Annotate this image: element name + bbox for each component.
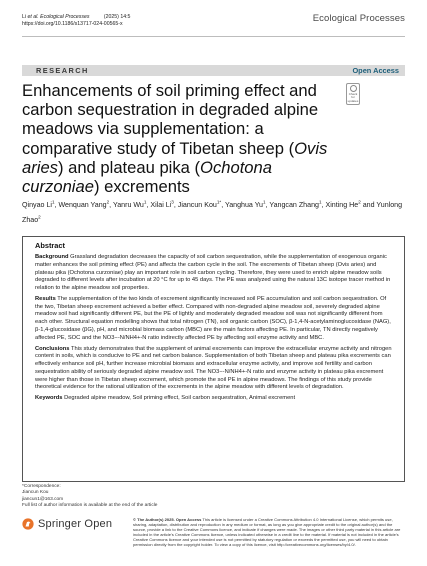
authors-line: Qinyao Li$^1$, Wenquan Yang$^2$, Yanru Wu$^1$, Xilai Li$^3$, Jiancun Kou$^{1*}$, Yanghua Yu$^1$, Yangcan Zhang$^1$, Xinting He$^2$ and Yunlong Zhao$^2$ [22, 200, 403, 224]
check-updates-label: Check for updates [347, 91, 359, 103]
article-type-banner [22, 65, 405, 76]
title-species-2: Ochotona curzoniae [22, 157, 272, 197]
journal-name: Ecological Processes [312, 13, 405, 24]
title-part-3: ) excrements [93, 177, 190, 197]
check-updates-icon [350, 85, 357, 92]
affiliation-marker: 1 [318, 200, 322, 205]
affiliation-marker: 2 [106, 200, 110, 205]
citation-authors: Li [22, 14, 28, 20]
citation-line [22, 14, 130, 21]
article-type-label: RESEARCH [36, 66, 89, 75]
affiliation-marker: 3 [171, 200, 174, 205]
conclusions-text: This study demonstrates that the supplement of animal excrements can improve the extracellular enzyme activity and nitrogen content in soils, which is conducive to PE and net carbon balance. Supplementation of both Tibetan sheep and plateau pika excrements can effectively enhance soil pH, further increase microbial biomass and extracellular enzyme activity, and improve soil fertility and carbon sequestration ability of seriously degraded alpine meadow soil. The NO3−-N/NH4+-N ratio and enzyme activity in plateau pika excrement were higher than those in Tibetan sheep excrement, which promote the soil PE in alpine meadows. The findings of this study provide theoretical evidence for the rational utilization of the excrements in the alpine meadow with different levels of degradation. [35, 345, 392, 391]
article-title [22, 81, 352, 196]
title-part-1: Enhancements of soil priming effect and carbon sequestration in degraded alpine meadows via supplementation: a comparative study of Tibetan sheep ( [22, 81, 319, 158]
springer-open-wordmark: Springer Open [38, 518, 113, 530]
affiliation-note: Full list of author information is available at the end of the article [22, 503, 158, 509]
abstract-heading: Abstract [35, 241, 65, 250]
correspondence-email[interactable]: jiancun1@163.com [22, 496, 64, 502]
abstract-box [22, 236, 405, 482]
correspondence-label: *Correspondence: [22, 484, 61, 489]
conclusions-label: Conclusions [35, 345, 70, 352]
abstract-background [35, 254, 392, 293]
header-divider [22, 36, 405, 37]
affiliation-marker: 1 [143, 200, 147, 205]
results-text: The supplementation of the two kinds of excrement significantly increased soil PE accumulation and soil carbon sequestration. Of the two, Tibetan sheep excrement achieved a better effect. Compared with non-degraded alpine meadow soil, severely degraded alpine meadow soil had significantly different PE, but the PE of lightly and moderately degraded meadow soil was not significantly different from each other. Structural equation modelling shows that total nitrogen (TN), soil organic carbon (SOC), β-1,4-N-acetylaminoglucosidase (NAG), β-1,4-glucosidase (βG), pH, and microbial biomass carbon (MBC) are the main factors affecting PE. In particular, TN directly negatively affected PE, SOC and the NO3−-N/NH4+-N ratio indirectly affected PE by affecting soil enzyme activity and MBC. [35, 295, 391, 341]
license-bold: © The Author(s) 2025. Open Access [133, 517, 202, 522]
keywords-text: Degraded alpine meadow, Soil priming effect, Soil carbon sequestration, Animal excrement [62, 395, 296, 402]
check-for-updates-badge[interactable] [346, 83, 360, 105]
citation-doi[interactable]: https://doi.org/10.1186/s13717-024-00565-x [22, 21, 123, 27]
background-label: Background [35, 254, 69, 260]
affiliation-marker: 2 [38, 214, 41, 220]
correspondence-name: Jiancun Kou [22, 490, 49, 496]
abstract-keywords [35, 395, 392, 403]
title-part-2: ) and plateau pika ( [57, 157, 201, 177]
background-text: Grassland degradation decreases the capacity of soil carbon sequestration, while the supplementation of exogenous organic matter enhances the soil priming effect (PE) and affects the carbon cycle in the soil. The excrements of Tibetan sheep (Ovis aries) and plateau pika (Ochotona curzoniae) play an important role in soil carbon cycling. Therefore, they were used to enrich alpine meadow soils degraded to different levels after incubation at 20 °C for up to 45 days. The PE was analyzed using the natural 13C isotope tracer method in relation to the alpine meadow soil properties. [35, 254, 391, 291]
springer-horse-icon [22, 518, 34, 530]
title-species-1: Ovis aries [22, 138, 328, 177]
affiliation-marker: 1* [216, 200, 222, 205]
affiliation-marker: 2 [358, 200, 361, 205]
citation-block [22, 14, 130, 28]
keywords-label: Keywords [35, 395, 63, 402]
abstract-conclusions [35, 346, 392, 393]
affiliation-marker: 1 [263, 200, 266, 205]
license-body: This article is licensed under a Creative Commons Attribution 4.0 International License, which permits use, sharing, adaptation, distribution and reproduction in any medium or format, as long as you give appropriate credit to the original author(s) and the source, provide a link to the Creative Commons licence, and indicate if changes were made. The images or other third party material in this article are included in the article's Creative Commons licence, unless indicated otherwise in a credit line to the material. If material is not included in the article's Creative Commons licence and your intended use is not permitted by statutory regulation or exceeds the permitted use, you will need to obtain permission directly from the copyright holder. To view a copy of this licence, visit http://creativecommons.org/licenses/by/4.0/. [133, 517, 401, 548]
citation-journal: et al. Ecological Processes [27, 14, 90, 20]
author-list [22, 197, 405, 226]
springer-open-logo[interactable] [22, 518, 112, 530]
affiliation-marker: 1 [51, 200, 55, 205]
open-access-label[interactable]: Open Access [352, 66, 399, 75]
license-text [133, 517, 405, 548]
results-label: Results [35, 295, 56, 302]
correspondence-footnote [22, 484, 157, 510]
citation-volume: (2025) 14:5 [89, 14, 131, 20]
abstract-results [35, 296, 392, 343]
